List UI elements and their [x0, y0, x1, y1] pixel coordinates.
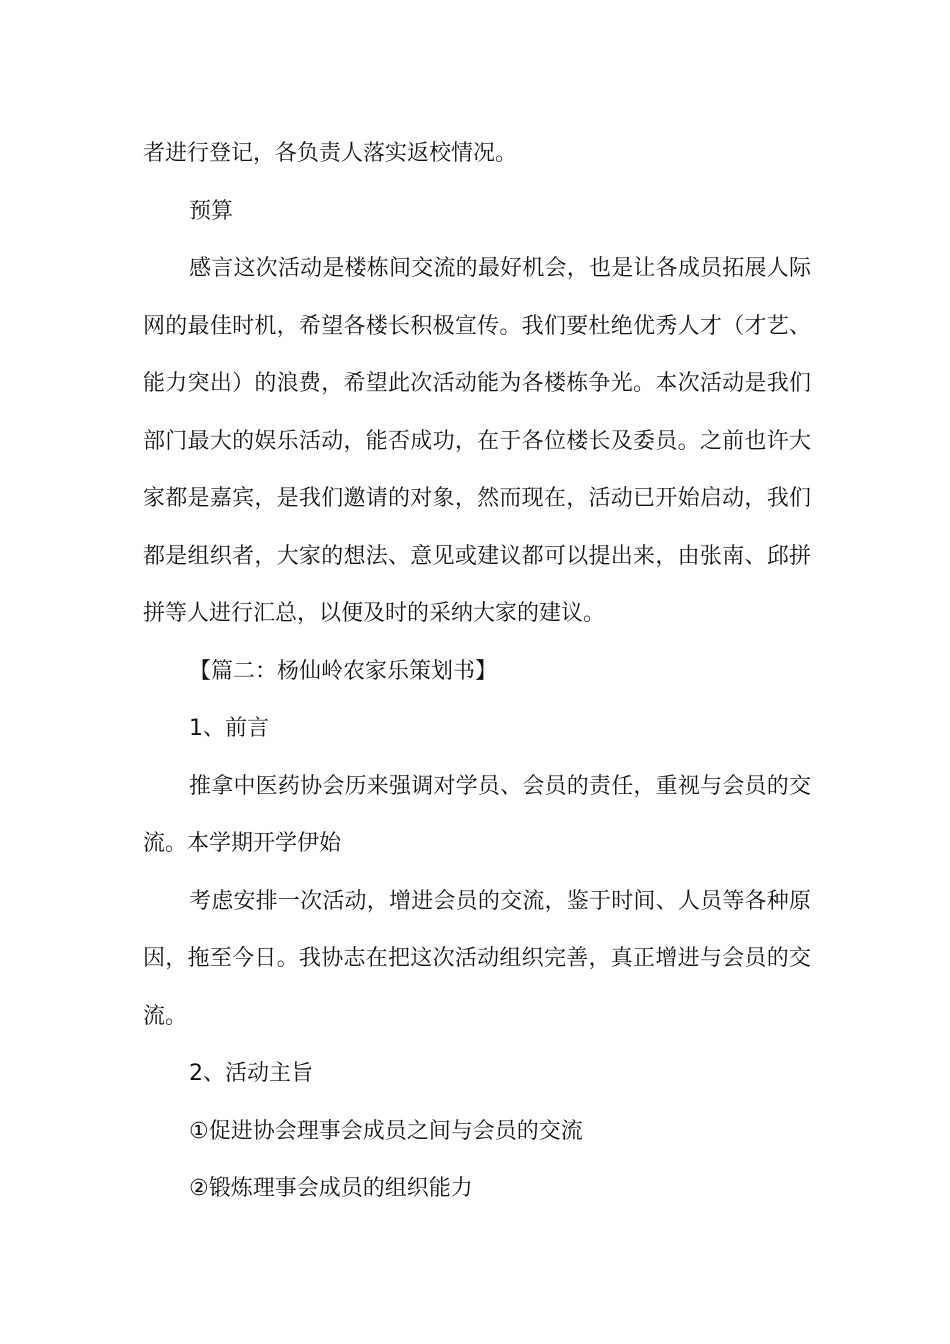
section-title-part-two: 【篇二：杨仙岭农家乐策划书】	[189, 658, 498, 684]
list-item-purpose-1: ①促进协会理事会成员之间与会员的交流	[189, 1118, 583, 1144]
paragraph-preface-2: 考虑安排一次活动，增进会员的交流，鉴于时间、人员等各种原因，拖至今日。我协志在把这次活动组织完善，真正增进与会员的交流。	[143, 888, 811, 1029]
heading-activity-purpose: 2、活动主旨	[189, 1061, 313, 1086]
heading-preface: 1、前言	[189, 716, 269, 741]
paragraph-reflections: 感言这次活动是楼栋间交流的最好机会，也是让各成员拓展人际网的最佳时机，希望各楼长积极宣传。我们要杜绝优秀人才（才艺、能力突出）的浪费，希望此次活动能为各楼栋争光。本次活动是我们部门最大的娱乐活动，能否成功，在于各位楼长及委员。之前也许大家都是嘉宾，是我们邀请的对象，然而现在，活动已开始启动，我们都是组织者，大家的想法、意见或建议都可以提出来，由张南、邱拼拼等人进行汇总，以便及时的采纳大家的建议。	[143, 256, 811, 626]
list-item-purpose-2: ②锻炼理事会成员的组织能力	[189, 1176, 473, 1201]
paragraph-continuation: 者进行登记，各负责人落实返校情况。	[143, 141, 518, 166]
paragraph-preface-1: 推拿中医药协会历来强调对学员、会员的责任，重视与会员的交流。本学期开学伊始	[143, 773, 811, 856]
paragraph-budget-heading: 预算	[189, 198, 234, 224]
document-body	[143, 125, 811, 1218]
